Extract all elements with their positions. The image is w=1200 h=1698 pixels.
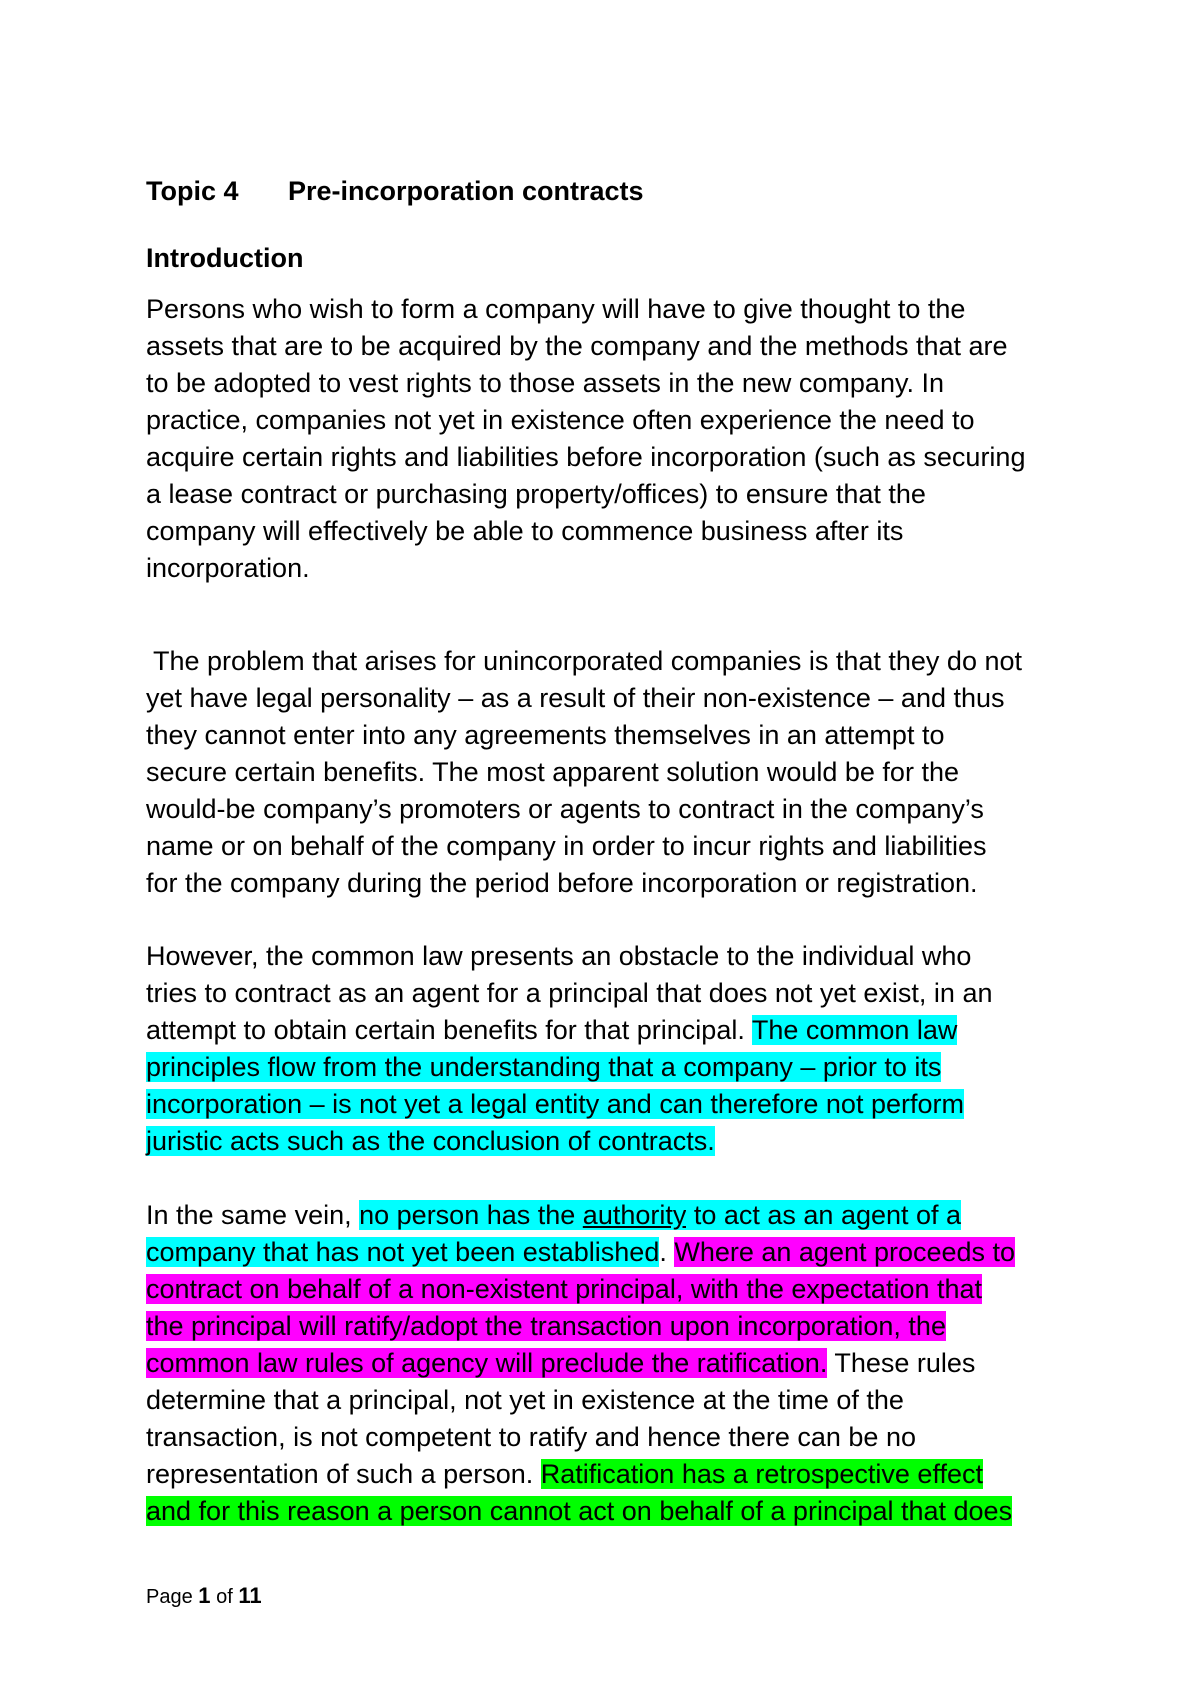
paragraph-line: name or on behalf of the company in order to incur rights and liabilities [146, 831, 987, 861]
paragraph-line: Persons who wish to form a company will have to give thought to the [146, 294, 966, 324]
paragraph-3 [146, 938, 992, 1160]
paragraph-line [146, 1345, 1015, 1382]
paragraph-line: assets that are to be acquired by the company and the methods that are [146, 331, 1008, 361]
magenta-highlight: contract on behalf of a non-existent principal, with the expectation that [146, 1274, 983, 1304]
paragraph-line: transaction, is not competent to ratify and hence there can be no [146, 1422, 916, 1452]
cyan-highlight: to act as an agent of a [686, 1200, 962, 1230]
green-highlight: Ratification has a retrospective effect [540, 1459, 983, 1489]
paragraph-4 [146, 1197, 1015, 1530]
paragraph-line: would-be company’s promoters or agents to contract in the company’s [146, 794, 984, 824]
paragraph-line: company will effectively be able to commence business after its [146, 516, 904, 546]
plain-text: These rules [827, 1348, 976, 1378]
paragraph-line: The problem that arises for unincorporated companies is that they do not [146, 646, 1022, 676]
paragraph-line [146, 1123, 992, 1160]
paragraph-line [146, 1308, 1015, 1345]
total-page-count: 11 [238, 1583, 262, 1608]
green-highlight: and for this reason a person cannot act on behalf of a principal that does [146, 1496, 1013, 1526]
paragraph-line [146, 1197, 1015, 1234]
plain-text: . [659, 1237, 675, 1267]
topic-title: Pre-incorporation contracts [288, 176, 644, 206]
current-page-number: 1 [198, 1583, 211, 1608]
paragraph-line: they cannot enter into any agreements themselves in an attempt to [146, 720, 945, 750]
topic-number: Topic 4 [146, 176, 239, 206]
paragraph-line: determine that a principal, not yet in existence at the time of the [146, 1385, 904, 1415]
plain-text: In the same vein, [146, 1200, 360, 1230]
paragraph-line: acquire certain rights and liabilities before incorporation (such as securing [146, 442, 1026, 472]
magenta-highlight: common law rules of agency will preclude the ratification. [146, 1348, 828, 1378]
paragraph-line [146, 1234, 1015, 1271]
cyan-highlight: company that has not yet been established [146, 1237, 660, 1267]
of-label: of [216, 1586, 233, 1608]
magenta-highlight: Where an agent proceeds to [674, 1237, 1016, 1267]
paragraph-line [146, 1456, 1015, 1493]
paragraph-line: yet have legal personality – as a result of their non-existence – and thus [146, 683, 1005, 713]
section-heading-introduction: Introduction [146, 243, 304, 273]
cyan-highlight: no person has the [359, 1200, 583, 1230]
cyan-highlight: principles flow from the understanding that a company – prior to its [146, 1052, 942, 1082]
underlined-term-authority: authority [582, 1200, 687, 1230]
paragraph-line: tries to contract as an agent for a principal that does not yet exist, in an [146, 978, 993, 1008]
paragraph-line [146, 1493, 1015, 1530]
paragraph-line: secure certain benefits. The most apparent solution would be for the [146, 757, 959, 787]
paragraph-2 [146, 643, 1022, 902]
page-label: Page [146, 1586, 193, 1608]
paragraph-1 [146, 291, 1025, 587]
topic-heading [146, 176, 644, 207]
paragraph-line: incorporation. [146, 553, 310, 583]
magenta-highlight: the principal will ratify/adopt the transaction upon incorporation, the [146, 1311, 946, 1341]
cyan-highlight: juristic acts such as the conclusion of contracts. [146, 1126, 715, 1156]
paragraph-line: for the company during the period before incorporation or registration. [146, 868, 978, 898]
paragraph-line [146, 1086, 992, 1123]
paragraph-line [146, 1049, 992, 1086]
plain-text: attempt to obtain certain benefits for that principal. [146, 1015, 752, 1045]
paragraph-line [146, 1012, 992, 1049]
paragraph-line: However, the common law presents an obstacle to the individual who [146, 941, 972, 971]
paragraph-line [146, 1271, 1015, 1308]
paragraph-line: a lease contract or purchasing property/offices) to ensure that the [146, 479, 926, 509]
cyan-highlight: incorporation – is not yet a legal entity and can therefore not perform [146, 1089, 964, 1119]
plain-text: representation of such a person. [146, 1459, 541, 1489]
page-footer [146, 1583, 262, 1609]
paragraph-line: practice, companies not yet in existence often experience the need to [146, 405, 975, 435]
cyan-highlight: The common law [751, 1015, 958, 1045]
paragraph-line: to be adopted to vest rights to those assets in the new company. In [146, 368, 944, 398]
